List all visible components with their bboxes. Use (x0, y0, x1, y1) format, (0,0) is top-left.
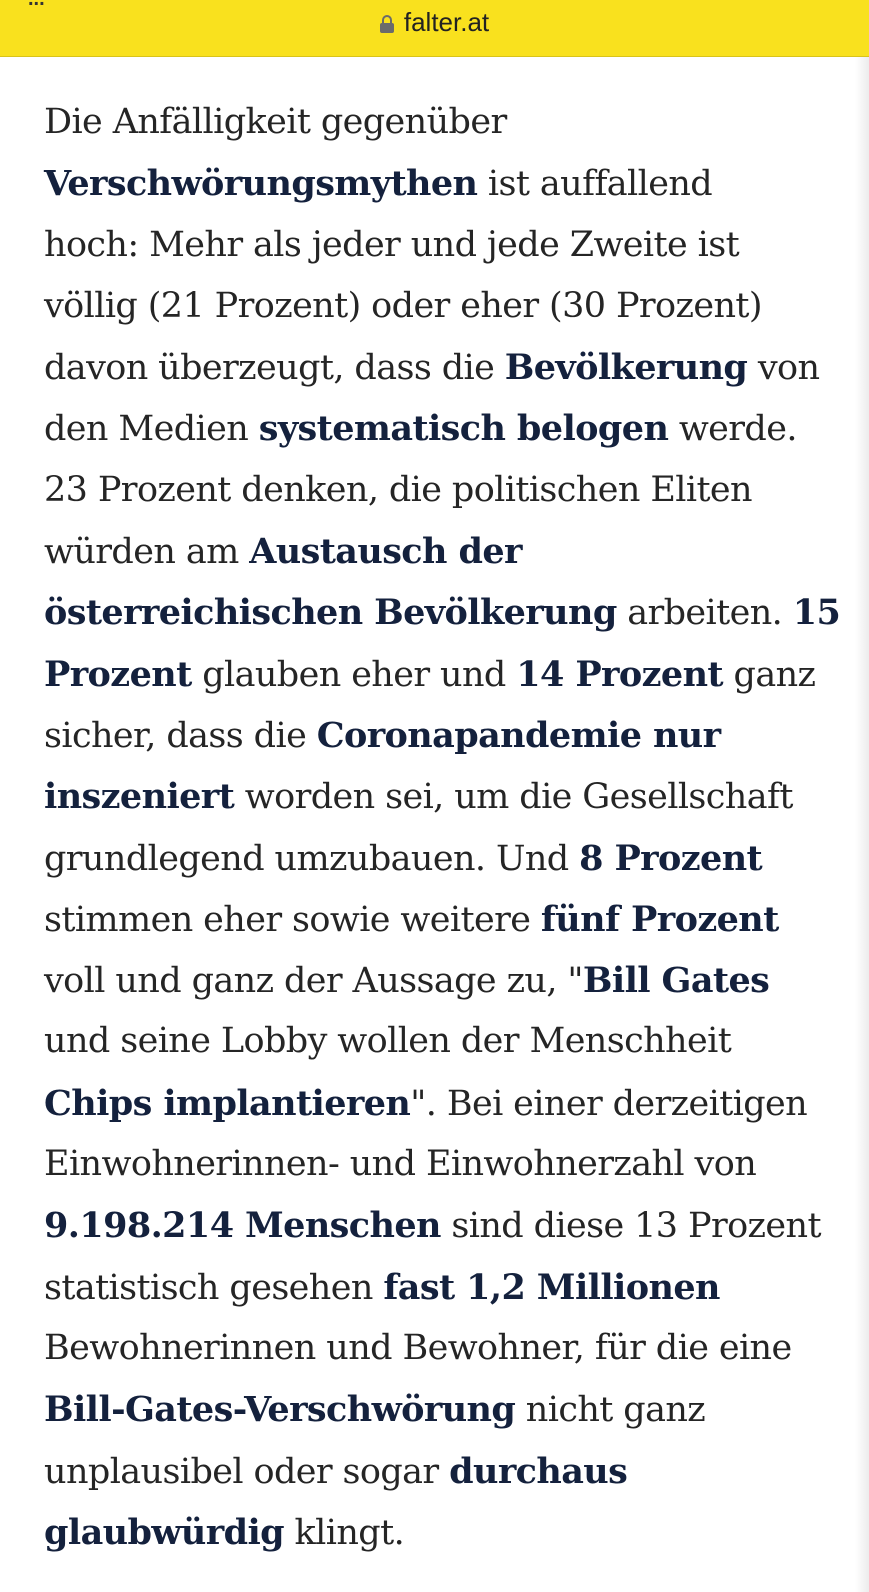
emphasized-text: 15 (792, 592, 841, 634)
body-text: ist auffallend (477, 164, 713, 205)
browser-address-bar[interactable] (0, 0, 869, 57)
body-text: ganz (723, 654, 816, 695)
text-line (44, 1257, 844, 1318)
text-line (44, 644, 844, 705)
page-edge-shadow (855, 57, 869, 1592)
body-text: unplausibel oder sogar (44, 1451, 450, 1492)
body-text: sicher, dass die (44, 715, 317, 756)
text-line (44, 153, 844, 214)
emphasized-text: systematisch belogen (258, 408, 669, 450)
text-line (44, 1502, 844, 1563)
body-text: hoch: Mehr als jeder und jede Zweite ist (44, 224, 740, 265)
emphasized-text: Bill-Gates-Verschwörung (44, 1389, 516, 1431)
url-text: falter.at (403, 7, 490, 37)
text-line (44, 1011, 844, 1072)
text-line (44, 460, 844, 521)
emphasized-text: 14 Prozent (516, 653, 723, 695)
body-text: würden am (44, 532, 250, 573)
text-line (44, 92, 844, 153)
text-line (44, 1318, 844, 1379)
emphasized-text: fast 1,2 Millionen (383, 1266, 720, 1308)
text-line (44, 398, 844, 459)
text-line (44, 950, 844, 1011)
lock-icon (380, 15, 394, 33)
text-line (44, 1134, 844, 1195)
body-text: statistisch gesehen (44, 1267, 384, 1308)
body-text: völlig (21 Prozent) oder eher (30 Prozent) (44, 285, 762, 326)
body-text: grundlegend umzubauen. Und (44, 838, 580, 879)
emphasized-text: Prozent (44, 653, 192, 695)
emphasized-text: Chips implantieren (44, 1082, 411, 1124)
body-text: von (747, 348, 820, 389)
body-text: Einwohnerinnen- und Einwohnerzahl von (44, 1144, 757, 1185)
text-line (44, 1441, 844, 1502)
emphasized-text: Austausch der (249, 531, 522, 573)
emphasized-text: Bill Gates (582, 960, 770, 1002)
text-line (44, 1379, 844, 1440)
emphasized-text: durchaus (449, 1450, 628, 1492)
text-line (44, 766, 844, 827)
body-text: Bewohnerinnen und Bewohner, für die eine (44, 1327, 792, 1368)
emphasized-text: 9.198.214 Menschen (44, 1205, 441, 1247)
body-text: voll und ganz der Aussage zu, " (44, 961, 583, 1002)
text-line (44, 276, 844, 337)
text-line (44, 828, 844, 889)
emphasized-text: Coronapandemie nur (316, 714, 721, 756)
text-line (44, 1195, 844, 1256)
body-text: arbeiten. (616, 593, 793, 634)
text-line (44, 1073, 844, 1134)
body-text: klingt. (284, 1512, 405, 1553)
body-text: Die Anfälligkeit gegenüber (44, 102, 507, 142)
emphasized-text: österreichischen Bevölkerung (44, 592, 617, 634)
emphasized-text: fünf Prozent (540, 898, 779, 940)
body-text: den Medien (44, 409, 259, 450)
text-line (44, 705, 844, 766)
body-text: werde. (668, 409, 797, 450)
text-line (44, 889, 844, 950)
body-text: sind diese 13 Prozent (440, 1206, 821, 1247)
body-text: davon überzeugt, dass die (44, 348, 505, 389)
body-text: glauben eher und (191, 654, 517, 695)
url-display[interactable] (0, 4, 869, 40)
body-text: ". Bei einer derzeitigen (410, 1083, 808, 1124)
body-text: 23 Prozent denken, die politischen Eliten (44, 469, 752, 510)
emphasized-text: glaubwürdig (44, 1511, 285, 1553)
emphasized-text: inszeniert (44, 776, 235, 818)
article-paragraph (44, 92, 844, 1563)
text-line (44, 337, 844, 398)
body-text: und seine Lobby wollen der Menschheit (44, 1021, 732, 1062)
emphasized-text: 8 Prozent (579, 837, 763, 879)
body-text: nicht ganz (515, 1390, 706, 1431)
text-line (44, 521, 844, 582)
body-text: worden sei, um die Gesellschaft (234, 777, 793, 818)
emphasized-text: Verschwörungsmythen (44, 163, 478, 205)
text-line (44, 215, 844, 276)
emphasized-text: Bevölkerung (504, 347, 748, 389)
body-text: stimmen eher sowie weitere (44, 899, 541, 940)
text-line (44, 582, 844, 643)
